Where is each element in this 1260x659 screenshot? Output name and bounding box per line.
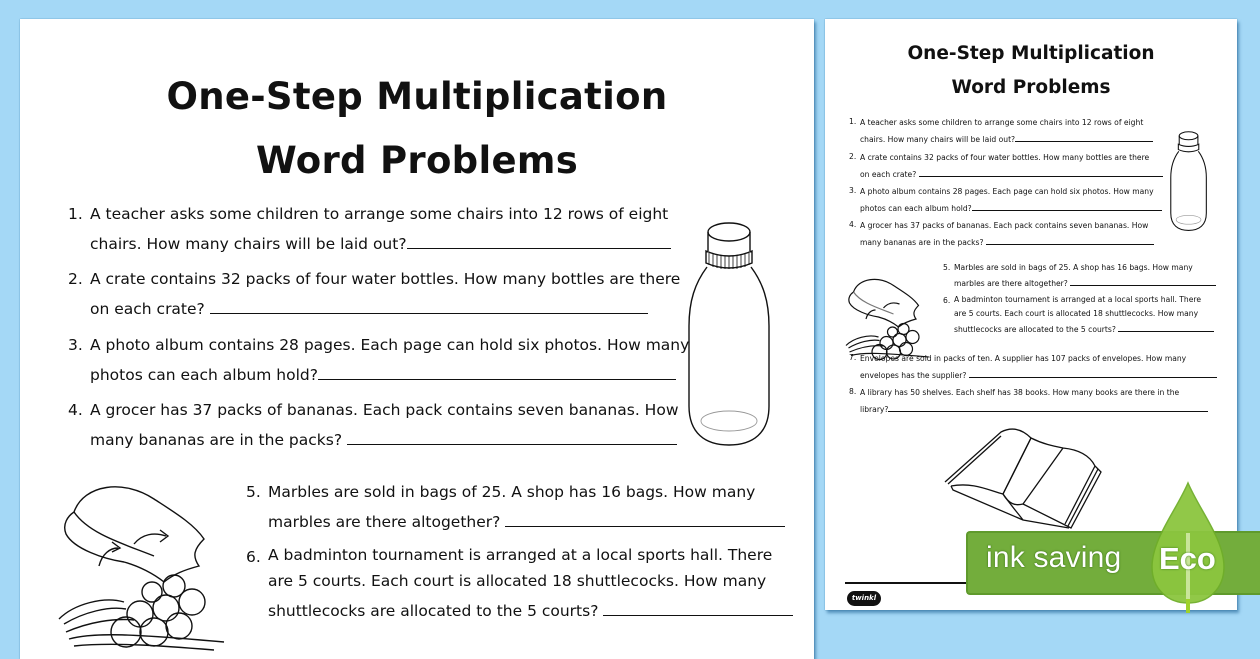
question-5 bbox=[246, 477, 785, 537]
question-4-preview bbox=[849, 217, 1154, 251]
question-text: many bananas are in the packs? bbox=[90, 431, 343, 449]
question-text: on each crate? bbox=[860, 170, 917, 179]
question-number: 4. bbox=[849, 220, 857, 229]
question-number: 8. bbox=[849, 387, 857, 396]
footer-rule bbox=[845, 582, 985, 584]
water-bottle-illustration bbox=[685, 221, 775, 451]
question-text: shuttlecocks are allocated to the 5 courts? bbox=[954, 325, 1116, 334]
question-text: A grocer has 37 packs of bananas. Each pack contains seven bananas. How bbox=[90, 401, 679, 419]
question-text: library? bbox=[860, 405, 889, 414]
answer-line[interactable] bbox=[986, 244, 1154, 245]
answer-line[interactable] bbox=[1118, 331, 1214, 332]
question-text: A photo album contains 28 pages. Each page can hold six photos. How many bbox=[90, 336, 690, 354]
question-2-preview bbox=[849, 149, 1163, 183]
question-text: A photo album contains 28 pages. Each page can hold six photos. How many bbox=[860, 187, 1154, 196]
question-text: many bananas are in the packs? bbox=[860, 238, 984, 247]
question-number: 2. bbox=[849, 152, 857, 161]
question-text: A crate contains 32 packs of four water bottles. How many bottles are there bbox=[860, 153, 1150, 162]
answer-line[interactable] bbox=[603, 615, 793, 616]
question-2 bbox=[68, 264, 680, 324]
marble-bag-illustration-small bbox=[843, 273, 929, 363]
question-text: photos can each album hold? bbox=[860, 204, 972, 213]
question-text: Marbles are sold in bags of 25. A shop has 16 bags. How many bbox=[268, 483, 756, 501]
question-number: 5. bbox=[943, 263, 951, 272]
answer-line[interactable] bbox=[210, 313, 648, 314]
question-text: A library has 50 shelves. Each shelf has 38 books. How many books are there in the bbox=[860, 388, 1180, 397]
open-book-illustration bbox=[943, 424, 1113, 534]
question-number: 3. bbox=[849, 186, 857, 195]
eco-label: Eco bbox=[1159, 541, 1216, 576]
question-6-preview bbox=[943, 293, 1214, 338]
worksheet-page-large bbox=[20, 19, 814, 659]
question-6 bbox=[246, 542, 793, 628]
question-3-preview bbox=[849, 183, 1162, 217]
title-line-1: One-Step Multiplication bbox=[907, 43, 1155, 64]
answer-line[interactable] bbox=[1015, 141, 1153, 142]
question-text: A badminton tournament is arranged at a local sports hall. There bbox=[954, 295, 1202, 304]
answer-line[interactable] bbox=[407, 248, 671, 249]
question-text: are 5 courts. Each court is allocated 18 shuttlecocks. How many bbox=[954, 309, 1199, 318]
question-8-preview bbox=[849, 384, 1208, 418]
question-text: chairs. How many chairs will be laid out? bbox=[90, 235, 407, 253]
question-number: 2. bbox=[68, 270, 83, 288]
question-text: shuttlecocks are allocated to the 5 courts? bbox=[268, 602, 599, 620]
question-number: 6. bbox=[246, 548, 261, 566]
answer-line[interactable] bbox=[919, 176, 1163, 177]
question-1 bbox=[68, 199, 671, 259]
question-text: marbles are there altogether? bbox=[268, 513, 501, 531]
twinkl-logo: twinkl bbox=[847, 591, 881, 606]
question-text: A crate contains 32 packs of four water bottles. How many bottles are there bbox=[90, 270, 681, 288]
answer-line[interactable] bbox=[318, 379, 676, 380]
question-text: chairs. How many chairs will be laid out? bbox=[860, 135, 1016, 144]
question-text: Envelopes are sold in packs of ten. A supplier has 107 packs of envelopes. How many bbox=[860, 354, 1187, 363]
question-text: on each crate? bbox=[90, 300, 205, 318]
question-text: A grocer has 37 packs of bananas. Each pack contains seven bananas. How bbox=[860, 221, 1149, 230]
water-bottle-illustration-small bbox=[1169, 123, 1209, 241]
question-4 bbox=[68, 395, 679, 455]
question-text: A teacher asks some children to arrange some chairs into 12 rows of eight bbox=[90, 205, 669, 223]
question-3 bbox=[68, 330, 689, 390]
title-line-1: One-Step Multiplication bbox=[166, 75, 668, 118]
question-text: marbles are there altogether? bbox=[954, 279, 1068, 288]
worksheet-title bbox=[20, 65, 814, 193]
answer-line[interactable] bbox=[347, 444, 677, 445]
marble-bag-illustration bbox=[54, 474, 224, 654]
answer-line[interactable] bbox=[972, 210, 1162, 211]
answer-line[interactable] bbox=[969, 377, 1217, 378]
question-text: A teacher asks some children to arrange some chairs into 12 rows of eight bbox=[860, 118, 1144, 127]
question-number: 7. bbox=[849, 353, 857, 362]
question-text: are 5 courts. Each court is allocated 18 shuttlecocks. How many bbox=[268, 572, 767, 590]
answer-line[interactable] bbox=[505, 526, 785, 527]
question-1-preview bbox=[849, 114, 1153, 148]
question-number: 1. bbox=[68, 205, 83, 223]
title-line-2: Word Problems bbox=[255, 139, 579, 182]
question-text: envelopes has the supplier? bbox=[860, 371, 967, 380]
question-text: A badminton tournament is arranged at a local sports hall. There bbox=[268, 546, 773, 564]
question-number: 6. bbox=[943, 296, 951, 305]
worksheet-title-preview bbox=[825, 37, 1237, 105]
answer-line[interactable] bbox=[1070, 285, 1216, 286]
title-line-2: Word Problems bbox=[951, 77, 1111, 98]
question-number: 1. bbox=[849, 117, 857, 126]
ink-saving-text: ink saving bbox=[986, 541, 1122, 574]
question-text: photos can each album hold? bbox=[90, 366, 318, 384]
answer-line[interactable] bbox=[888, 411, 1208, 412]
question-text: Marbles are sold in bags of 25. A shop has 16 bags. How many bbox=[954, 263, 1193, 272]
question-number: 5. bbox=[246, 483, 261, 501]
question-number: 3. bbox=[68, 336, 83, 354]
question-5-preview bbox=[943, 260, 1216, 292]
question-number: 4. bbox=[68, 401, 83, 419]
